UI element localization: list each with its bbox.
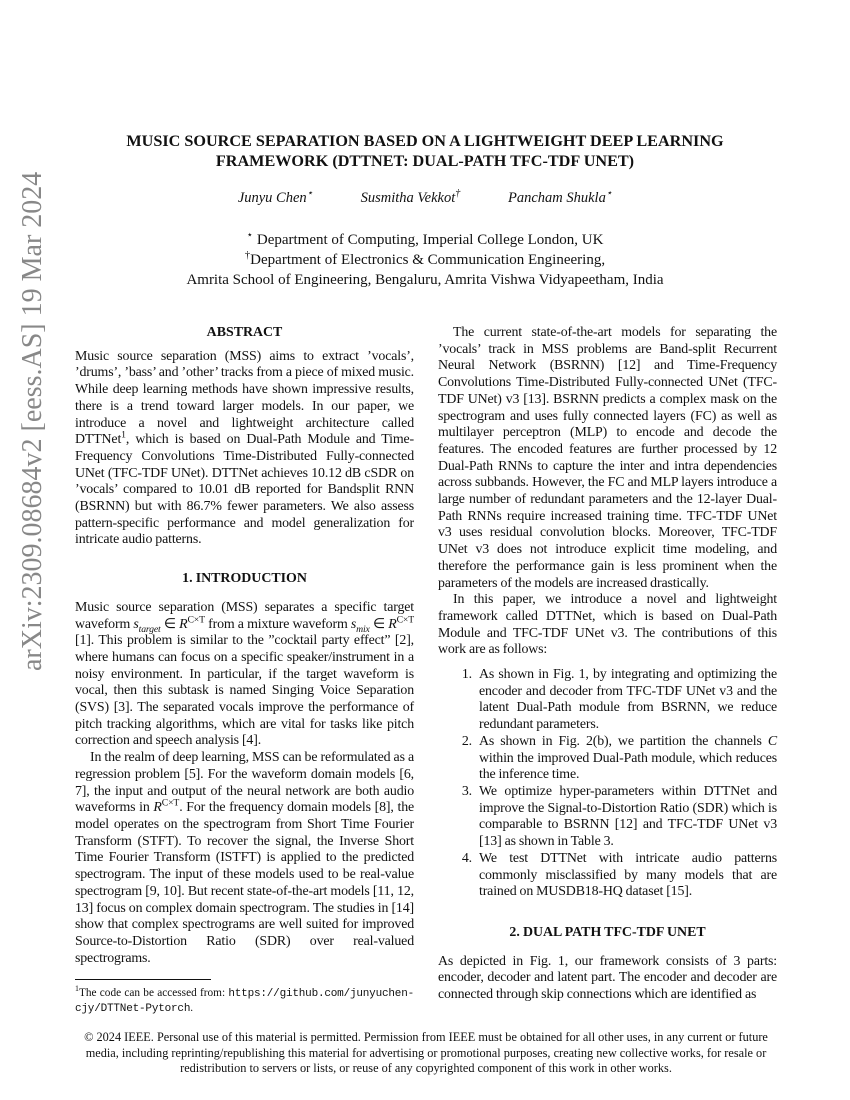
affiliation-mark: † [244, 250, 251, 261]
right-column [438, 325, 777, 1004]
author-mark: † [455, 188, 461, 200]
math-run: C×T [187, 613, 205, 625]
introduction-heading: 1. INTRODUCTION [182, 571, 307, 587]
math-run: C×T [161, 797, 180, 809]
list-item [475, 784, 777, 851]
text-run: As shown in Fig. 1, by integrating and optimizing the encoder and decoder from TFC-TDF UNet v3 and the latent Dual-Path module from BSRNN, we reduce redundant parameters. [479, 667, 777, 733]
math-run: mix [356, 623, 370, 635]
text-run: As depicted in Fig. 1, our framework consists of 3 parts: encoder, decoder and latent part. The encoder and decoder are connected through skip connections which are identified as [438, 953, 777, 1003]
author-mark: ⋆ [306, 188, 314, 200]
math-run: 1 [121, 429, 126, 441]
contributions-list [438, 667, 777, 901]
intro-paragraph [75, 600, 414, 750]
author-name: Susmitha Vekkot [360, 190, 456, 206]
author-name: Pancham Shukla [507, 190, 606, 206]
math-run: 1 [75, 984, 79, 994]
affiliation-mark: ⋆ [246, 230, 254, 241]
body-paragraph [438, 325, 777, 592]
section-2-heading: 2. DUAL PATH TFC-TDF UNET [509, 924, 706, 940]
affiliation-text: Department of Electronics & Communication Engineering, [250, 252, 606, 268]
text-run: Music source separation (MSS) separates a specific target waveform [75, 599, 414, 632]
affiliation-line [0, 230, 850, 250]
text-run: We test DTTNet with intricate audio patterns commonly misclassified by many models that are trained on MUSDB18-HQ dataset [15]. [479, 850, 777, 900]
footnote [75, 986, 414, 1016]
affiliations [0, 230, 850, 290]
math-run: R [388, 616, 397, 632]
author-list [0, 190, 850, 207]
text-run: , which is based on Dual-Path Module and Time-Frequency Convolutions Time-Distributed Fully-connected UNet (TFC-TDF UNet). DTTNet achieves 10.12 dB cSDR on ’vocals’ compared to 10.01 dB reported for Bandsplit RNN (BSRNN) but with 86.7% fewer parameters. We also assess pattern-specific performance and model generalization for intricate audio patterns. [75, 432, 414, 548]
text-run: We optimize hyper-parameters within DTTNet and improve the Signal-to-Distortion Ratio (SDR) which is comparable to BSRNN [12] and TFC-TDF UNet v3 [13] as shown in Table 3. [479, 783, 777, 850]
introduction-section [75, 571, 414, 967]
text-run: As shown in Fig. 2(b), we partition the channels [479, 733, 768, 749]
footnote-rule [75, 979, 211, 980]
author-mark: ⋆ [605, 188, 613, 200]
two-column-body [75, 325, 777, 1016]
math-run: R [153, 800, 162, 816]
text-run: . [190, 1002, 194, 1015]
affiliation-text: Department of Computing, Imperial College London, UK [253, 232, 604, 248]
list-item [475, 667, 777, 734]
page-body [75, 325, 777, 1076]
abstract-paragraph [75, 349, 414, 549]
title-line: MUSIC SOURCE SEPARATION BASED ON A LIGHTWEIGHT DEEP LEARNING [126, 132, 724, 150]
author [508, 190, 612, 206]
text-run: from a mixture waveform [204, 616, 351, 632]
paper-title [60, 131, 790, 171]
text-run: within the improved Dual-Path module, which reduces the inference time. [479, 750, 777, 783]
text-run: In the realm of deep learning, MSS can be reformulated as a regression problem [5]. For the waveform domain models [6, 7], the input and output of the neural network are both audio waveforms in [75, 750, 414, 816]
math-run: C [767, 733, 777, 749]
body-paragraph [438, 592, 777, 659]
list-item [475, 734, 777, 784]
title-line: FRAMEWORK (DTTNET: DUAL-PATH TFC-TDF UNET) [215, 152, 635, 170]
left-column [75, 325, 414, 1016]
intro-paragraph [75, 750, 414, 967]
math-run: s [350, 616, 357, 632]
list-item [475, 851, 777, 901]
text-run: ∈ [369, 616, 389, 632]
text-run: Music source separation (MSS) aims to extract ’vocals’, ’drums’, ’bass’ and ’other’ tracks from a piece of mixed music. While deep learning methods have shown impressive results, there is a trend toward larger models. In our paper, we introduce a novel and lightweight architecture called DTTNet [75, 348, 414, 448]
affiliation-text: Amrita School of Engineering, Bengaluru, Amrita Vishwa Vidyapeetham, India [186, 272, 664, 288]
math-run: s [133, 616, 139, 632]
text-run: The current state-of-the-art models for separating the ’vocals’ track in MSS problems are Band-split Recurrent Neural Network (BSRNN) [12] and Time-Frequency Convolutions Time-Distributed Fully-connected UNet (TFC-TDF UNet) v3 [13]. BSRNN predicts a complex mask on the spectrogram and uses fully connected layers (FC) as well as multilayer perceptron (MLP) to encode and decode the features. The encoded features are further processed by 12 Dual-Path RNNs to capture the inter and intra dependencies across subbands. However, the FC and MLP layers introduce a large number of redundant parameters and the 12-layer Dual-Path RNNs require increased training time. TFC-TDF UNet v3 uses residual convolution blocks. Moreover, TFC-TDF UNet v3 does not introduce explicit time modeling, and therefore the performance gain is less prominent when the parameters of the models are increased drastically. [438, 325, 777, 591]
text-run: The code can be accessed from: [78, 987, 229, 1000]
arxiv-side-stamp: arXiv:2309.08684v2 [eess.AS] 19 Mar 2024 [17, 171, 48, 671]
math-run: C×T [396, 613, 415, 625]
author [361, 190, 461, 206]
math-run: target [138, 623, 161, 635]
text-run: ∈ [160, 616, 180, 632]
abstract-section [75, 325, 414, 549]
text-run: In this paper, we introduce a novel and lightweight framework called DTTNet, which is based on Dual-Path Module and TFC-TDF UNet v3. The contributions of this work are as follows: [438, 592, 777, 658]
text-run: [1]. This problem is similar to the ”cocktail party effect” [2], where humans can focus on a specific speaker/instrument in a noisy environment. In particular, if the target waveform is vocal, then this subtask is named Singing Voice Separation (SVS) [3]. The separated vocals improve the performance of pitch tracking algorithms, which are vital for tasks like pitch correction and speech analysis [4]. [75, 633, 414, 749]
author-name: Junyu Chen [237, 190, 307, 206]
affiliation-line [0, 250, 850, 270]
text-run: . For the frequency domain models [8], the model operates on the spectrogram from Short Time Fourier Transform (STFT). To recover the signal, the Inverse Short Time Fourier Transform (ISTFT) is applied to the predicted spectrogram. The input of these models used to be real-value spectrogram [9, 10]. But recent state-of-the-art models [11, 12, 13] focus on complex domain spectrogram. The studies in [14] show that complex spectrograms are well suited for improved Source-to-Distortion Ratio (SDR) over real-valued spectrograms. [75, 800, 414, 966]
affiliation-line [0, 270, 850, 290]
abstract-heading: ABSTRACT [206, 325, 283, 340]
copyright-notice: © 2024 IEEE. Personal use of this material is permitted. Permission from IEEE must be obtained for all other uses, in any current or future media, including reprinting/republishing this material for advertising or promotional purposes, creating new collective works, for resale or redistribution to servers or lists, or reuse of any copyrighted component of this work in other works. [84, 1030, 768, 1075]
code-url-link: https://github.com/junyuchen-cjy/DTTNet-Pytorch [75, 988, 414, 1016]
body-paragraph [438, 954, 777, 1004]
author [238, 190, 313, 206]
math-run: R [179, 616, 188, 632]
